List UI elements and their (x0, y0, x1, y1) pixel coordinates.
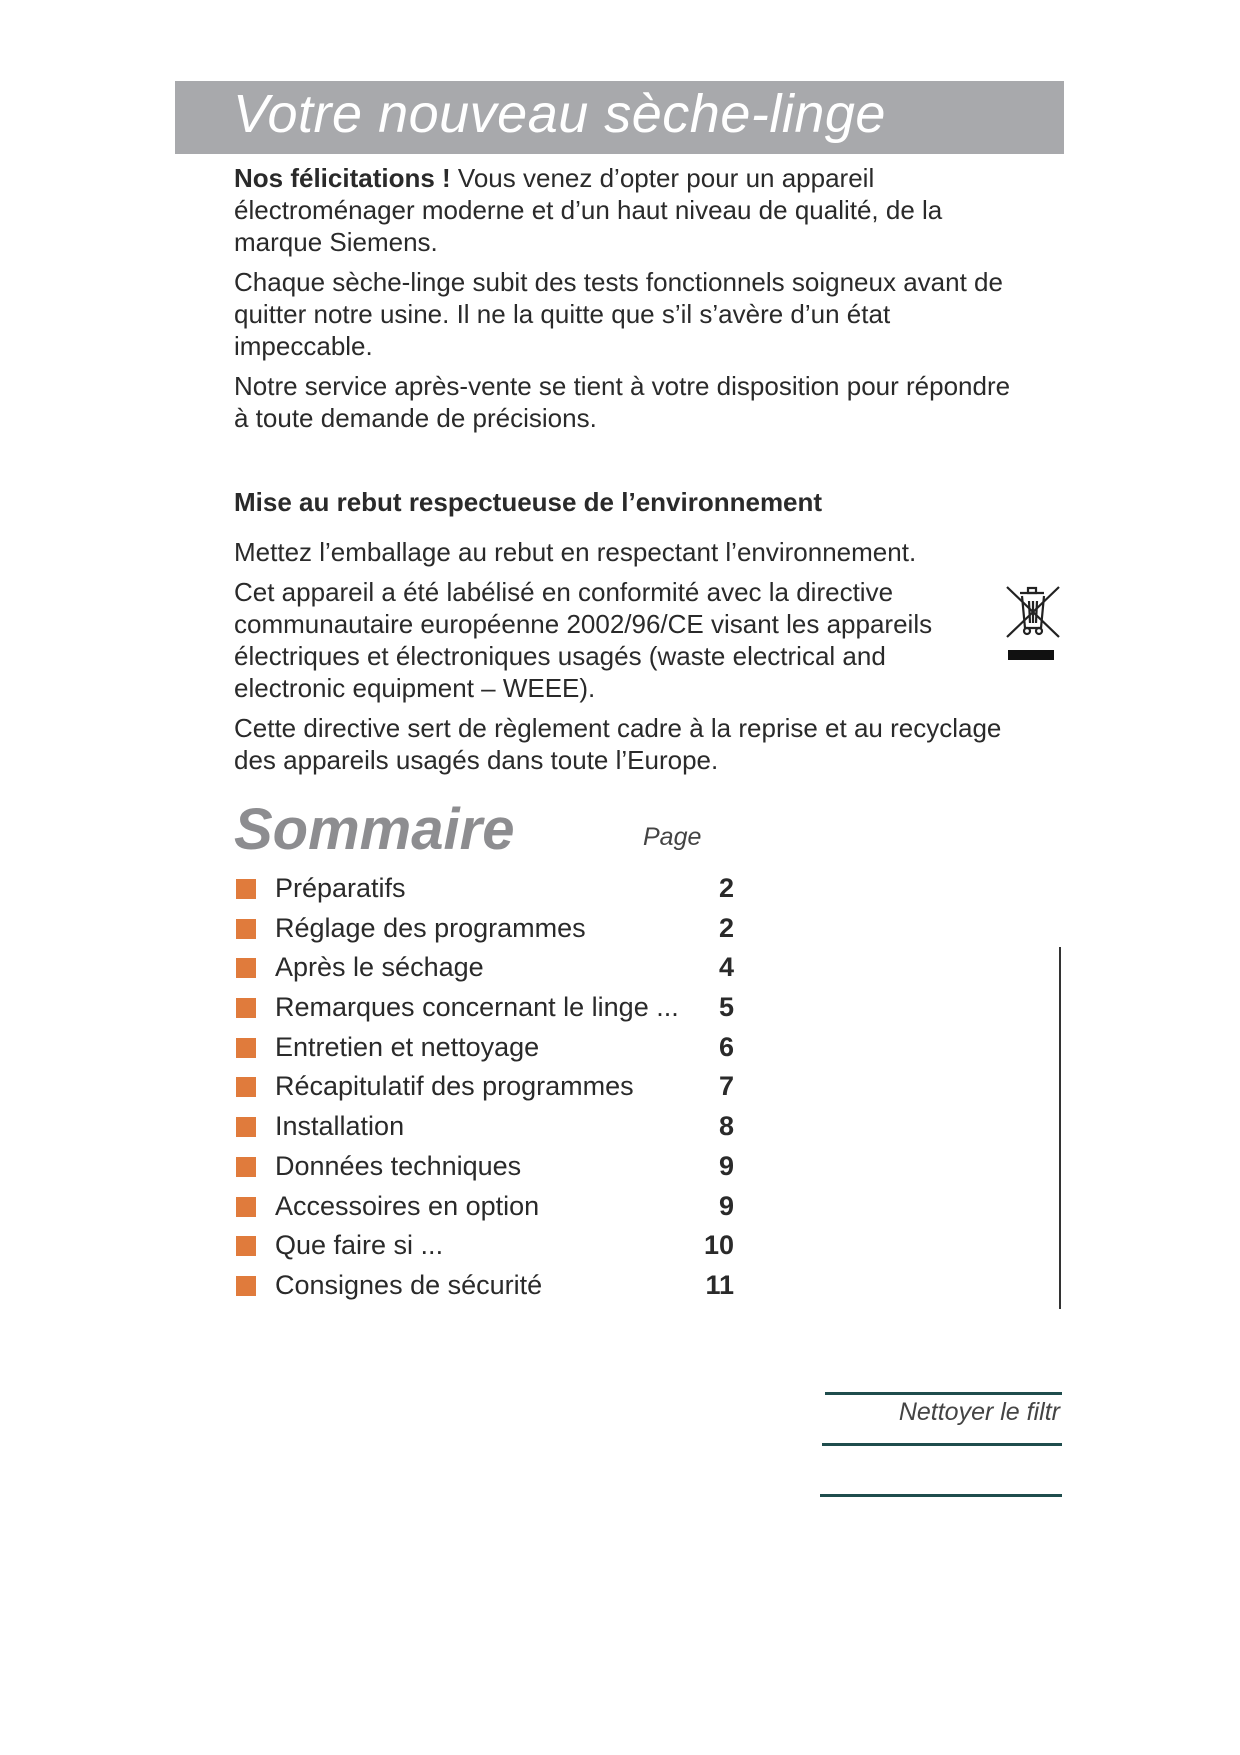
toc-item (234, 908, 754, 948)
title-banner (175, 81, 1064, 154)
toc-item (234, 1066, 754, 1106)
toc-item-page: 7 (718, 1071, 734, 1102)
intro-paragraph-2: Chaque sèche-linge subit des tests fonctionnels soigneux avant de quitter notre usine. Il ne la quitte que s’il s’avère d’un état impeccable. (234, 267, 1003, 361)
toc-item-page: 8 (718, 1111, 734, 1142)
toc-item (234, 1265, 754, 1305)
toc-item-page: 4 (718, 952, 734, 983)
toc-bullet-icon (236, 958, 256, 978)
intro-paragraph-1-text: Vous venez d’opter pour un appareil électroménager moderne et d’un haut niveau de qualité, de la marque Siemens. (234, 163, 943, 257)
environment-paragraph-1: Mettez l’emballage au rebut en respectant l’environnement. (234, 537, 917, 567)
toc-item (234, 1027, 754, 1067)
toc-item-page: 6 (718, 1031, 734, 1062)
toc-item-label: Remarques concernant le linge ... (275, 992, 679, 1023)
vertical-divider (1059, 947, 1061, 1309)
toc-title: Sommaire (234, 797, 515, 862)
toc-item-label: Accessoires en option (275, 1190, 540, 1221)
toc-bullet-icon (236, 998, 256, 1018)
toc-bullet-icon (236, 1197, 256, 1217)
toc-item-label: Préparatifs (275, 873, 406, 903)
side-caption: Nettoyer le filtr (898, 1398, 1060, 1426)
intro-section (234, 162, 1014, 442)
toc-bullet-icon (236, 1117, 256, 1137)
toc-item-page: 5 (718, 992, 734, 1023)
toc-item (234, 868, 754, 908)
toc-item-page: 2 (718, 912, 734, 943)
toc-item-label: Données techniques (275, 1150, 522, 1181)
environment-paragraph-2: Cet appareil a été labélisé en conformité avec la directive communautaire européenne 2002/96/CE visant les appareils électriques et électroniques usagés (waste electrical and electronic equipment – WEEE). (234, 577, 933, 703)
toc-item-page: 2 (718, 873, 734, 903)
toc-item-page: 9 (718, 1150, 734, 1181)
environment-paragraph-3: Cette directive sert de règlement cadre à la reprise et au recyclage des appareils usagés dans toute l’Europe. (234, 713, 1002, 775)
toc-list (234, 868, 754, 1305)
horizontal-rule-1 (825, 1392, 1062, 1395)
toc-bullet-icon (236, 1157, 256, 1177)
toc-item-page: 9 (718, 1190, 734, 1221)
toc-item (234, 987, 754, 1027)
toc-item (234, 1146, 754, 1186)
toc-bullet-icon (236, 919, 256, 939)
environment-section (234, 536, 1014, 784)
toc-item (234, 1106, 754, 1146)
toc-item-page: 11 (705, 1269, 734, 1300)
toc-bullet-icon (236, 1276, 256, 1296)
horizontal-rule-3 (820, 1494, 1062, 1497)
toc-item-label: Entretien et nettoyage (275, 1031, 540, 1062)
page-title: Votre nouveau sèche-linge (233, 84, 886, 144)
weee-crossed-bin-icon (1004, 583, 1062, 663)
toc-item (234, 1225, 754, 1265)
intro-paragraph-1 (234, 162, 1014, 258)
toc-bullet-icon (236, 879, 256, 899)
toc-bullet-icon (236, 1038, 256, 1058)
horizontal-rule-2 (822, 1443, 1062, 1446)
toc-item-label: Après le séchage (275, 952, 484, 983)
congratulations-lead: Nos félicitations ! (234, 163, 451, 193)
intro-paragraph-3: Notre service après-vente se tient à votre disposition pour répondre à toute demande de précisions. (234, 371, 1011, 433)
toc-item (234, 947, 754, 987)
toc-item-page: 10 (703, 1230, 734, 1261)
environment-heading: Mise au rebut respectueuse de l’environnement (234, 487, 823, 517)
toc-item-label: Installation (275, 1111, 405, 1142)
toc-page-column-label: Page (643, 823, 702, 851)
toc-item (234, 1186, 754, 1226)
toc-bullet-icon (236, 1077, 256, 1097)
toc-item-label: Que faire si ... (275, 1230, 444, 1261)
toc-item-label: Consignes de sécurité (275, 1269, 543, 1300)
toc-item-label: Réglage des programmes (275, 912, 586, 943)
toc-item-label: Récapitulatif des programmes (275, 1071, 634, 1102)
toc-bullet-icon (236, 1236, 256, 1256)
